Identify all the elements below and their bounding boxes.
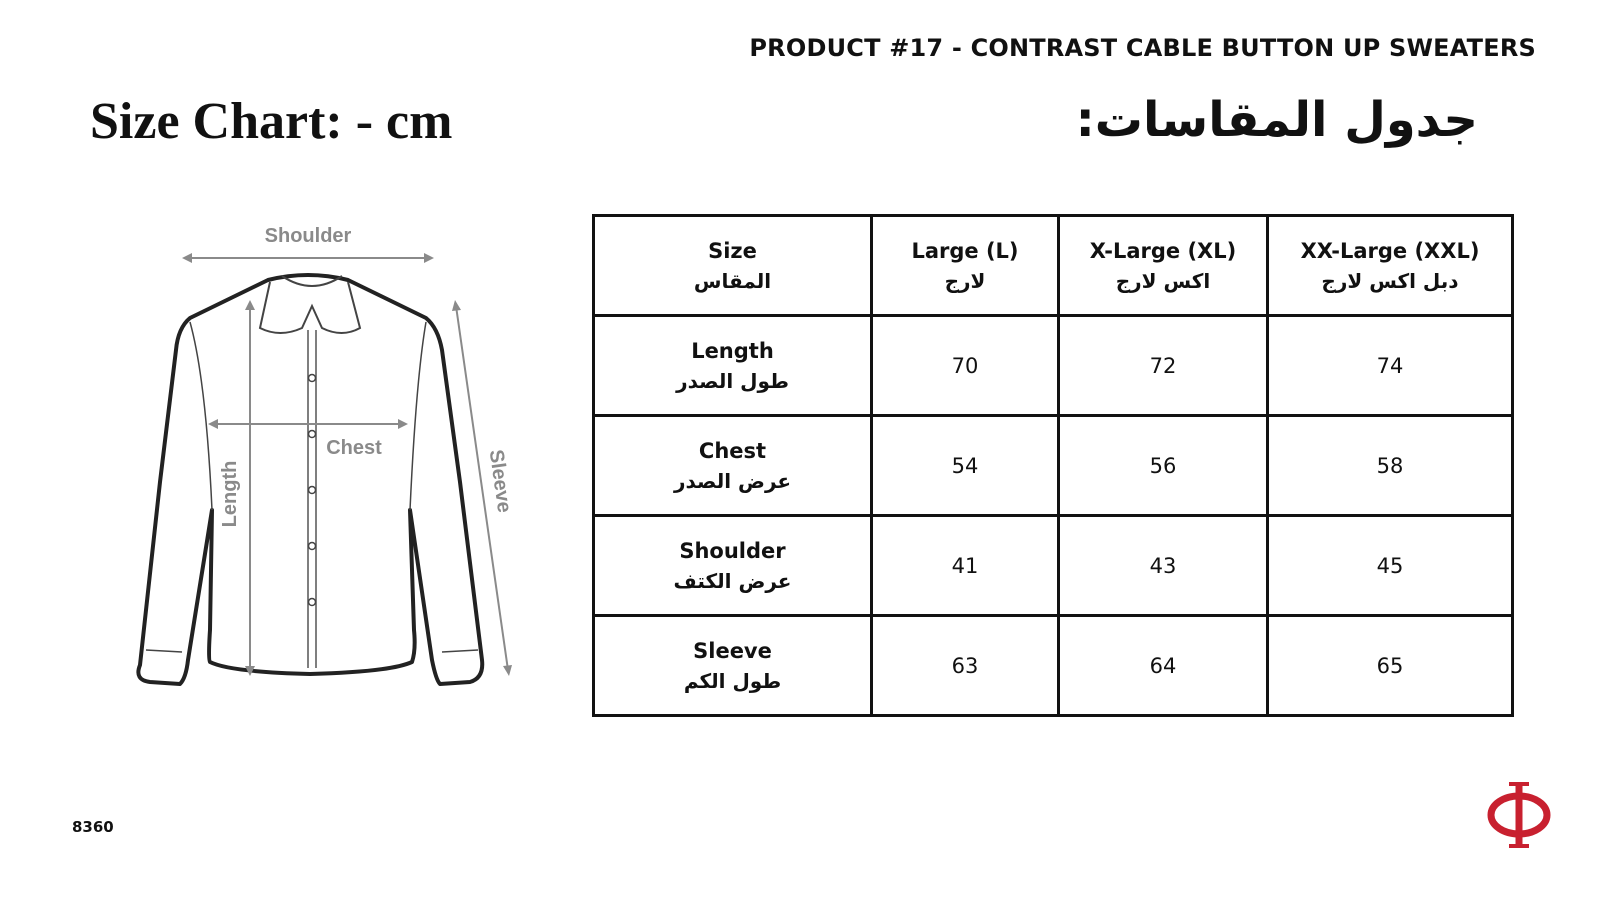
table-cell (1059, 416, 1268, 516)
row-label-cell (594, 516, 872, 616)
sleeve-label: Sleeve (484, 448, 516, 515)
phi-logo-icon (1482, 778, 1556, 852)
row-label-cell (594, 416, 872, 516)
cuff-right (442, 650, 478, 652)
table-cell (872, 316, 1059, 416)
header-size-xl (1059, 216, 1268, 316)
row-label: Shoulder (679, 538, 786, 563)
size-chart-title: Size Chart: - cm (90, 93, 453, 150)
table-cell (1059, 616, 1268, 716)
sleeve-seam-left (190, 322, 212, 510)
size-table (592, 214, 1514, 717)
cell-value: 72 (1149, 353, 1177, 378)
size-name: X-Large (XL) (1089, 238, 1237, 263)
cell-value: 43 (1149, 553, 1177, 578)
size-name-arabic: دبل اكس لارج (1321, 268, 1459, 293)
shirt-diagram-svg (120, 210, 550, 720)
size-name-arabic: لارج (944, 268, 986, 293)
cell-value: 58 (1376, 453, 1404, 478)
sleeve-seam-right (410, 322, 426, 510)
shirt-button (309, 599, 316, 606)
header-size-cell (594, 216, 872, 316)
size-name: Large (L) (911, 238, 1019, 263)
size-name-arabic: اكس لارج (1115, 268, 1211, 293)
chest-arrowhead-left (208, 419, 218, 429)
row-label-arabic: عرض الصدر (673, 468, 792, 493)
row-label-cell (594, 616, 872, 716)
cell-value: 41 (951, 553, 979, 578)
row-label-cell (594, 316, 872, 416)
table-cell (1268, 316, 1513, 416)
table-cell (1268, 416, 1513, 516)
cell-value: 54 (951, 453, 979, 478)
sleeve-arrowhead-top (452, 300, 461, 311)
size-chart-title-arabic: جدول المقاسات: (1075, 92, 1478, 148)
sleeve-arrowhead-bottom (503, 665, 512, 676)
row-label-arabic: عرض الكتف (673, 568, 792, 593)
table-row-chest (594, 416, 1513, 516)
table-cell (1059, 316, 1268, 416)
cuff-left (146, 650, 182, 652)
row-label: Chest (698, 438, 767, 463)
cell-value: 65 (1376, 653, 1404, 678)
table-cell (872, 516, 1059, 616)
header-size-l (872, 216, 1059, 316)
row-label-arabic: طول الكم (683, 668, 782, 693)
shirt-button (309, 543, 316, 550)
table-row-shoulder (594, 516, 1513, 616)
shirt-measurement-diagram (120, 210, 550, 720)
size-name: XX-Large (XXL) (1300, 238, 1480, 263)
cell-value: 56 (1149, 453, 1177, 478)
header-size-label: Size (708, 238, 757, 263)
row-label: Sleeve (693, 638, 772, 663)
shirt-button (309, 487, 316, 494)
cell-value: 64 (1149, 653, 1177, 678)
table-cell (1268, 616, 1513, 716)
chest-arrowhead-right (398, 419, 408, 429)
table-cell (872, 416, 1059, 516)
length-arrowhead-top (245, 300, 255, 310)
header-size-xxl (1268, 216, 1513, 316)
cell-value: 74 (1376, 353, 1404, 378)
table-row-sleeve (594, 616, 1513, 716)
row-label-arabic: طول الصدر (676, 368, 789, 393)
product-title: PRODUCT #17 - CONTRAST CABLE BUTTON UP SWEATERS (749, 34, 1536, 62)
cell-value: 45 (1376, 553, 1404, 578)
product-code: 8360 (72, 818, 114, 836)
table-header-row (594, 216, 1513, 316)
table-row-length (594, 316, 1513, 416)
length-label: Length (219, 460, 241, 528)
row-label: Length (691, 338, 774, 363)
shoulder-arrowhead-right (424, 253, 434, 263)
table-cell (872, 616, 1059, 716)
cell-value: 70 (951, 353, 979, 378)
shirt-button (309, 375, 316, 382)
shirt-button (309, 431, 316, 438)
shoulder-label: Shoulder (264, 225, 352, 247)
table-cell (1059, 516, 1268, 616)
shirt-outline (138, 275, 482, 684)
shirt-collar (260, 282, 360, 333)
table-cell (1268, 516, 1513, 616)
header-size-label-arabic: المقاس (693, 268, 772, 293)
shoulder-arrowhead-left (182, 253, 192, 263)
chest-label: Chest (326, 437, 382, 459)
cell-value: 63 (951, 653, 979, 678)
